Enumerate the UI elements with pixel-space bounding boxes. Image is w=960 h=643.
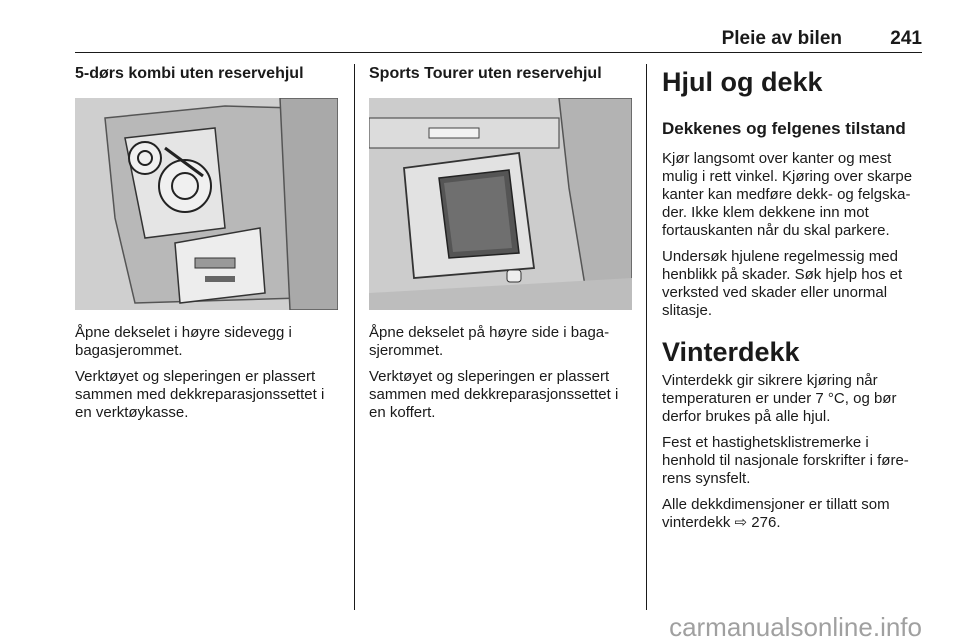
paragraph: Vinterdekk gir sikrere kjøring når temperaturen er under 7 °C, og bør derfor brukes på alle hjul. bbox=[662, 372, 897, 425]
subheading: Dekkenes og felgenes tilstand bbox=[662, 119, 906, 138]
paragraph: Åpne dekselet på høyre side i baga-sjerommet. bbox=[369, 324, 610, 359]
page-reference-link[interactable]: 276. bbox=[751, 514, 781, 531]
column-divider bbox=[646, 64, 647, 610]
column-2 bbox=[369, 64, 635, 430]
chapter-title: Hjul og dekk bbox=[662, 67, 823, 97]
column-1 bbox=[75, 64, 343, 430]
arrow-right-icon: ⇨ bbox=[734, 514, 748, 531]
figure-kombi-side-panel bbox=[75, 98, 338, 310]
figure-sports-tourer-cargo bbox=[369, 98, 632, 310]
paragraph: Åpne dekselet i høyre sidevegg i bagasjerommet. bbox=[75, 324, 292, 359]
paragraph: Verktøyet og sleperingen er plassert sammen med dekkreparasjonssettet i en verktøykasse. bbox=[75, 368, 325, 421]
paragraph: Fest et hastighetsklistremerke i henhold til nasjonale forskrifter i føre-rens synsfelt. bbox=[662, 434, 909, 487]
paragraph: Verktøyet og sleperingen er plassert sammen med dekkreparasjonssettet i en koffert. bbox=[369, 368, 619, 421]
column-divider bbox=[354, 64, 355, 610]
watermark: carmanualsonline.info bbox=[669, 612, 922, 642]
section-heading: Sports Tourer uten reservehjul bbox=[369, 65, 602, 82]
column-3 bbox=[662, 66, 924, 540]
chapter-title: Vinterdekk bbox=[662, 337, 800, 367]
paragraph: Undersøk hjulene regelmessig med henblikk på skader. Søk hjelp hos et verksted ved skader eller unormal slitasje. bbox=[662, 248, 903, 319]
page-number: 241 bbox=[890, 28, 922, 49]
paragraph-text: Alle dekkdimensjoner er tillatt som vinterdekk bbox=[662, 496, 890, 531]
section-heading: 5-dørs kombi uten reservehjul bbox=[75, 65, 304, 82]
section-title: Pleie av bilen bbox=[721, 28, 842, 49]
page-header bbox=[75, 28, 922, 53]
paragraph bbox=[662, 496, 924, 532]
paragraph: Kjør langsomt over kanter og mest mulig i rett vinkel. Kjøring over skarpe kanter kan medføre dekk- og felgska-der. Ikke klem dekkene inn mot fortauskanten når du skal parkere. bbox=[662, 150, 913, 239]
